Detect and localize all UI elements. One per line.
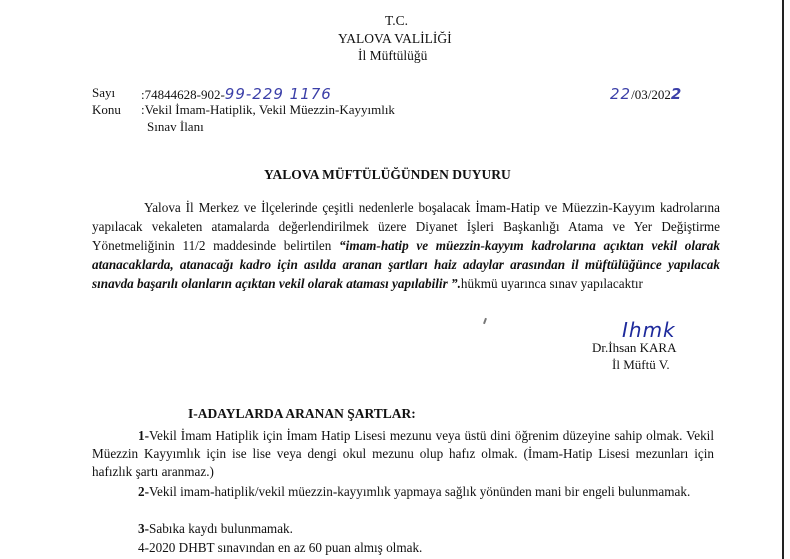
requirement-item-4 bbox=[92, 539, 714, 557]
sayi-value bbox=[141, 85, 332, 103]
document-date bbox=[610, 85, 682, 103]
date-year-handwritten: 2 bbox=[670, 85, 683, 103]
signatory-name: Dr.İhsan KARA bbox=[592, 340, 677, 355]
letterhead-tc: T.C. bbox=[385, 13, 408, 28]
sayi-handwritten: 99-229 1176 bbox=[224, 85, 332, 103]
announcement-title: YALOVA MÜFTÜLÜĞÜNDEN DUYURU bbox=[264, 167, 511, 182]
date-printed: /03/202 bbox=[631, 87, 671, 102]
letterhead-muftuluk: İl Müftülüğü bbox=[358, 48, 428, 63]
requirement-text: Sabıka kaydı bulunmamak. bbox=[149, 521, 293, 536]
konu-value: :Vekil İmam-Hatiplik, Vekil Müezzin-Kayyımlık bbox=[141, 102, 395, 117]
announcement-paragraph bbox=[92, 198, 720, 293]
paragraph-plain-1: Yalova İl Merkez ve İlçelerinde çeşitli nedenlerle boşalacak İmam-Hatip ve Müezzin-Kayyım kadrolarına yapılacak vekaleten atamalarda değerlendirilmek üzere Diyanet İşleri Başkanlığı Atama ve Yer Değiştirme Yönetmeliğinin 11/2 maddesinde belirtilen bbox=[92, 200, 720, 253]
requirement-item-1 bbox=[92, 427, 714, 481]
requirements-heading: I-ADAYLARDA ARANAN ŞARTLAR: bbox=[188, 406, 416, 421]
sayi-printed: :74844628-902- bbox=[141, 87, 225, 102]
requirement-number: 2- bbox=[138, 484, 149, 499]
requirement-number: 1- bbox=[138, 428, 149, 443]
requirement-text: 2020 DHBT sınavından en az 60 puan almış olmak. bbox=[149, 540, 423, 555]
letterhead-valilik: YALOVA VALİLİĞİ bbox=[338, 31, 452, 46]
sayi-label: Sayı bbox=[92, 85, 116, 100]
date-day-handwritten: 22 bbox=[610, 85, 632, 103]
requirement-number: 4- bbox=[138, 540, 149, 555]
page-edge-rule bbox=[782, 0, 784, 559]
paragraph-plain-2: hükmü uyarınca sınav yapılacaktır bbox=[460, 276, 643, 291]
signatory-title: İl Müftü V. bbox=[612, 357, 670, 372]
requirement-item-3 bbox=[92, 520, 714, 538]
requirement-text: Vekil imam-hatiplik/vekil müezzin-kayyımlık yapmaya sağlık yönünden mani bir engeli bulunmamak. bbox=[149, 484, 691, 499]
requirement-item-2 bbox=[92, 483, 714, 501]
konu-label: Konu bbox=[92, 102, 121, 117]
requirement-number: 3- bbox=[138, 521, 149, 536]
signature-scribble: Ihmk bbox=[622, 318, 676, 342]
paragraph-emphasis: “imam-hatip ve müezzin-kayyım kadrolarına açıktan vekil olarak atanacaklarda, atanacağı kadro için asılda aranan şartları haiz adaylar arasından il müftülüğünce yapılacak sınavda başarılı olanların açıktan vekil olarak ataması yapılabilir ”. bbox=[92, 238, 720, 291]
konu-value-line2: Sınav İlanı bbox=[147, 119, 204, 134]
requirement-text: Vekil İmam Hatiplik için İmam Hatip Lisesi mezunu veya üstü dini öğrenim düzeyine sahip olmak. Vekil Müezzin Kayyımlık için ise lise veya dengi okul mezunu olup hafız olmak. (İmam-Hatip Lisesi mezunları için hafızlık şartı aranmaz.) bbox=[92, 428, 714, 479]
paper-mark bbox=[483, 318, 487, 324]
